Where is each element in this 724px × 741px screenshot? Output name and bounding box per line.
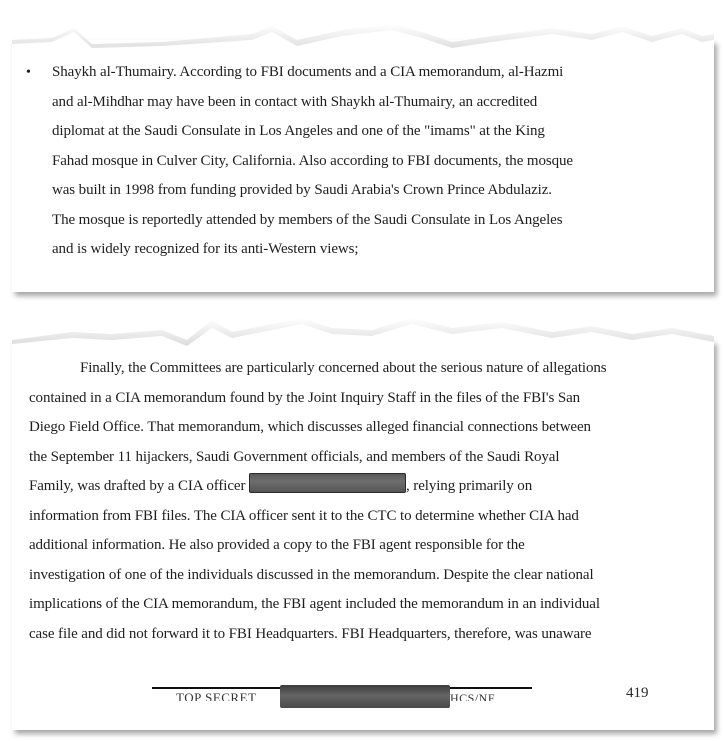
text-line: information from FBI files. The CIA officer sent it to the CTC to determine whether CIA had <box>29 507 579 524</box>
text-line: Shaykh al-Thumairy. According to FBI documents and a CIA memorandum, al-Hazmi <box>52 64 564 80</box>
text-line: Diego Field Office. That memorandum, which discusses alleged financial connections between <box>29 419 591 435</box>
text-line: and is widely recognized for its anti-Western views; <box>52 241 359 257</box>
redaction-bar <box>249 473 406 493</box>
document-excerpt-1 <box>12 40 714 292</box>
text-line: additional information. He also provided a copy to the FBI agent responsible for the <box>29 537 525 553</box>
document-excerpt-2 <box>12 340 714 730</box>
text-line: diplomat at the Saudi Consulate in Los Angeles and one of the "imams" at the King <box>52 123 545 139</box>
torn-edge-top <box>12 310 714 350</box>
bullet-icon: • <box>26 65 31 80</box>
redaction-bar <box>280 685 450 708</box>
text-before-redaction: Family, was drafted by a CIA officer <box>29 478 249 494</box>
text-line: Finally, the Committees are particularly concerned about the serious nature of allegations <box>80 360 607 376</box>
text-line-with-redaction <box>29 472 711 502</box>
excerpt-2-text <box>29 354 711 649</box>
text-line: Fahad mosque in Culver City, California. Also according to FBI documents, the mosque <box>52 152 573 169</box>
text-line: the September 11 hijackers, Saudi Government officials, and members of the Saudi Royal <box>29 448 560 465</box>
classification-marking: TOP SECRET <box>176 690 257 701</box>
page-number: 419 <box>626 685 649 701</box>
text-line: implications of the CIA memorandum, the FBI agent included the memorandum in an individual <box>29 596 600 612</box>
text-line: investigation of one of the individuals discussed in the memorandum. Despite the clear national <box>29 566 594 583</box>
text-line: was built in 1998 from funding provided by Saudi Arabia's Crown Prince Abdulaziz. <box>52 182 552 198</box>
classification-caveat: HCS/NF <box>450 691 496 701</box>
text-line: contained in a CIA memorandum found by the Joint Inquiry Staff in the files of the FBI's San <box>29 389 581 406</box>
excerpt-1-text <box>26 58 702 265</box>
text-line: case file and did not forward it to FBI Headquarters. FBI Headquarters, therefore, was unaware <box>29 625 592 642</box>
page-footer <box>12 685 714 715</box>
text-line: and al-Mihdhar may have been in contact with Shaykh al-Thumairy, an accredited <box>52 93 538 110</box>
torn-edge-top <box>12 14 714 54</box>
text-line: The mosque is reportedly attended by members of the Saudi Consulate in Los Angeles <box>52 211 563 228</box>
text-after-redaction: , relying primarily on <box>406 478 533 494</box>
